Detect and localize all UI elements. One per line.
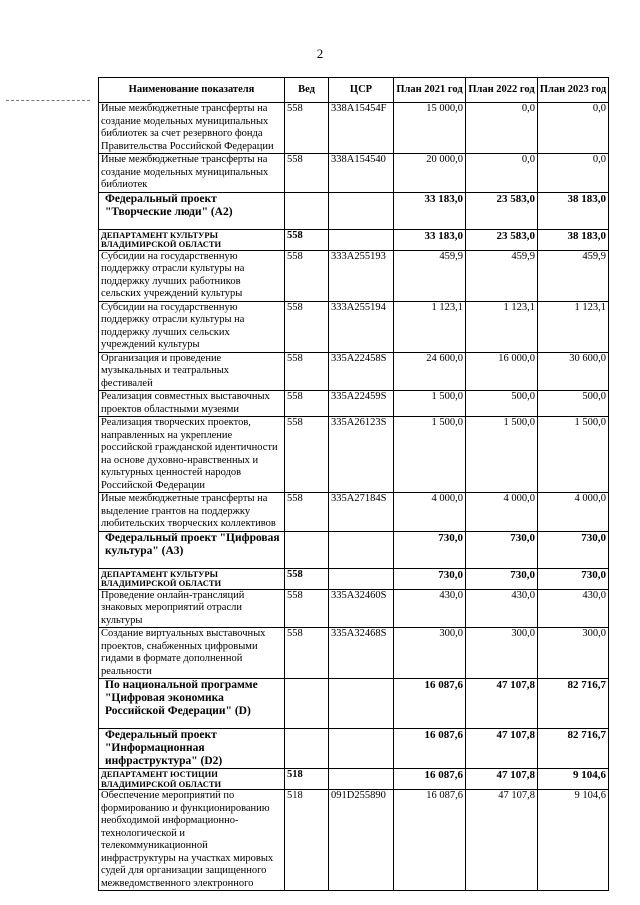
row-plan-2023: 30 600,0 (538, 352, 609, 391)
row-csr: 333A255193 (329, 250, 394, 301)
row-plan-2023: 0,0 (538, 103, 609, 154)
row-name: Проведение онлайн-трансляций знаковых мероприятий отрасли культуры (99, 589, 285, 628)
row-ved: 558 (285, 250, 329, 301)
table-row (99, 154, 609, 193)
row-csr (329, 568, 394, 589)
table-row (99, 628, 609, 679)
row-plan-2023: 9 104,6 (538, 790, 609, 891)
row-plan-2022: 300,0 (466, 628, 538, 679)
row-plan-2022: 0,0 (466, 154, 538, 193)
row-plan-2022: 500,0 (466, 391, 538, 417)
table-row (99, 301, 609, 352)
row-plan-2023: 9 104,6 (538, 769, 609, 790)
page-number: 2 (316, 46, 324, 61)
row-plan-2021: 430,0 (394, 589, 466, 628)
table-row (99, 568, 609, 589)
row-name: Федеральный проект "Цифровая культура" (A3) (99, 531, 285, 568)
row-plan-2022: 23 583,0 (466, 192, 538, 229)
row-csr: 335A27184S (329, 493, 394, 532)
row-plan-2022: 1 500,0 (466, 417, 538, 493)
row-ved: 518 (285, 769, 329, 790)
row-plan-2022: 1 123,1 (466, 301, 538, 352)
row-ved: 558 (285, 229, 329, 250)
row-plan-2023: 1 500,0 (538, 417, 609, 493)
row-plan-2022: 430,0 (466, 589, 538, 628)
row-name: Федеральный проект "Информационная инфраструктура" (D2) (99, 729, 285, 769)
row-plan-2022: 47 107,8 (466, 729, 538, 769)
row-ved: 558 (285, 103, 329, 154)
row-plan-2022: 730,0 (466, 531, 538, 568)
row-plan-2021: 300,0 (394, 628, 466, 679)
row-ved: 558 (285, 352, 329, 391)
row-plan-2022: 47 107,8 (466, 790, 538, 891)
row-ved (285, 679, 329, 729)
row-plan-2021: 1 500,0 (394, 417, 466, 493)
row-name: Организация и проведение музыкальных и театральных фестивалей (99, 352, 285, 391)
row-csr: 335A32468S (329, 628, 394, 679)
table-row (99, 769, 609, 790)
table-row (99, 679, 609, 729)
row-name: ДЕПАРТАМЕНТ ЮСТИЦИИ ВЛАДИМИРСКОЙ ОБЛАСТИ (99, 769, 285, 790)
row-name: Обеспечение мероприятий по формированию и функционированию необходимой информационно-технологической и телекоммуникационной инфраструктуры на участках мировых судей для организации защищенного межведомственного электронного (99, 790, 285, 891)
row-csr: 335A22459S (329, 391, 394, 417)
row-ved: 558 (285, 417, 329, 493)
row-plan-2023: 730,0 (538, 568, 609, 589)
row-ved (285, 192, 329, 229)
row-ved: 558 (285, 493, 329, 532)
header-plan-2022: План 2022 год (466, 78, 538, 103)
row-plan-2023: 4 000,0 (538, 493, 609, 532)
row-plan-2021: 1 123,1 (394, 301, 466, 352)
row-name: Субсидии на государственную поддержку отрасли культуры на поддержку лучших работников сельских учреждений культуры (99, 250, 285, 301)
row-plan-2022: 0,0 (466, 103, 538, 154)
row-csr (329, 531, 394, 568)
row-plan-2023: 500,0 (538, 391, 609, 417)
row-plan-2022: 730,0 (466, 568, 538, 589)
table-row (99, 229, 609, 250)
row-plan-2021: 16 087,6 (394, 769, 466, 790)
row-plan-2023: 38 183,0 (538, 192, 609, 229)
row-name: Иные межбюджетные трансферты на создание модельных муниципальных библиотек за счет резервного фонда Правительства Российской Федерации (99, 103, 285, 154)
header-plan-2021: План 2021 год (394, 78, 466, 103)
row-ved: 558 (285, 391, 329, 417)
row-plan-2021: 730,0 (394, 531, 466, 568)
row-plan-2021: 15 000,0 (394, 103, 466, 154)
row-plan-2021: 730,0 (394, 568, 466, 589)
row-plan-2021: 1 500,0 (394, 391, 466, 417)
row-plan-2023: 82 716,7 (538, 729, 609, 769)
row-plan-2023: 0,0 (538, 154, 609, 193)
row-plan-2023: 300,0 (538, 628, 609, 679)
row-ved: 558 (285, 568, 329, 589)
row-plan-2021: 24 600,0 (394, 352, 466, 391)
row-plan-2023: 1 123,1 (538, 301, 609, 352)
margin-mark (6, 100, 90, 101)
row-csr: 335A26123S (329, 417, 394, 493)
table-row (99, 103, 609, 154)
header-ved: Вед (285, 78, 329, 103)
row-name: Создание виртуальных выставочных проектов, снабженных цифровыми гидами в формате дополненной реальности (99, 628, 285, 679)
row-plan-2021: 33 183,0 (394, 229, 466, 250)
row-csr: 091D255890 (329, 790, 394, 891)
row-csr: 335A22458S (329, 352, 394, 391)
table-row (99, 729, 609, 769)
header-csr: ЦСР (329, 78, 394, 103)
row-plan-2021: 4 000,0 (394, 493, 466, 532)
row-csr (329, 729, 394, 769)
table-row (99, 790, 609, 891)
row-plan-2021: 16 087,6 (394, 790, 466, 891)
row-csr (329, 769, 394, 790)
row-plan-2021: 459,9 (394, 250, 466, 301)
row-ved: 558 (285, 589, 329, 628)
table-row (99, 531, 609, 568)
row-name: Иные межбюджетные трансферты на создание модельных муниципальных библиотек (99, 154, 285, 193)
row-name: Субсидии на государственную поддержку отрасли культуры на поддержку лучших сельских учреждений культуры (99, 301, 285, 352)
row-name: Реализация творческих проектов, направленных на укрепление российской гражданской идентичности на основе духовно-нравственных и культурных ценностей народов Российской Федерации (99, 417, 285, 493)
row-csr: 335A32460S (329, 589, 394, 628)
row-plan-2021: 16 087,6 (394, 729, 466, 769)
row-plan-2022: 47 107,8 (466, 769, 538, 790)
row-plan-2023: 38 183,0 (538, 229, 609, 250)
table-row (99, 352, 609, 391)
row-plan-2022: 23 583,0 (466, 229, 538, 250)
row-name: ДЕПАРТАМЕНТ КУЛЬТУРЫ ВЛАДИМИРСКОЙ ОБЛАСТИ (99, 229, 285, 250)
row-name: Реализация совместных выставочных проектов областными музеями (99, 391, 285, 417)
row-csr (329, 679, 394, 729)
row-csr: 338A15454F (329, 103, 394, 154)
table-row (99, 192, 609, 229)
row-plan-2023: 730,0 (538, 531, 609, 568)
row-name: По национальной программе "Цифровая экономика Российской Федерации" (D) (99, 679, 285, 729)
row-ved (285, 531, 329, 568)
table-row (99, 391, 609, 417)
table-row (99, 589, 609, 628)
row-name: Федеральный проект "Творческие люди" (A2) (99, 192, 285, 229)
row-ved: 518 (285, 790, 329, 891)
row-plan-2021: 20 000,0 (394, 154, 466, 193)
row-plan-2023: 430,0 (538, 589, 609, 628)
row-plan-2023: 82 716,7 (538, 679, 609, 729)
row-plan-2021: 16 087,6 (394, 679, 466, 729)
header-name: Наименование показателя (99, 78, 285, 103)
row-name: ДЕПАРТАМЕНТ КУЛЬТУРЫ ВЛАДИМИРСКОЙ ОБЛАСТИ (99, 568, 285, 589)
budget-table (98, 77, 609, 891)
row-name: Иные межбюджетные трансферты на выделение грантов на поддержку любительских творческих коллективов (99, 493, 285, 532)
row-ved: 558 (285, 154, 329, 193)
row-csr: 338A154540 (329, 154, 394, 193)
header-plan-2023: План 2023 год (538, 78, 609, 103)
row-csr: 333A255194 (329, 301, 394, 352)
row-csr (329, 192, 394, 229)
row-plan-2021: 33 183,0 (394, 192, 466, 229)
row-ved: 558 (285, 301, 329, 352)
header-row (99, 78, 609, 103)
row-ved (285, 729, 329, 769)
row-plan-2022: 459,9 (466, 250, 538, 301)
table-row (99, 493, 609, 532)
row-csr (329, 229, 394, 250)
row-plan-2022: 4 000,0 (466, 493, 538, 532)
table-row (99, 250, 609, 301)
row-plan-2022: 16 000,0 (466, 352, 538, 391)
row-ved: 558 (285, 628, 329, 679)
row-plan-2023: 459,9 (538, 250, 609, 301)
table-row (99, 417, 609, 493)
row-plan-2022: 47 107,8 (466, 679, 538, 729)
